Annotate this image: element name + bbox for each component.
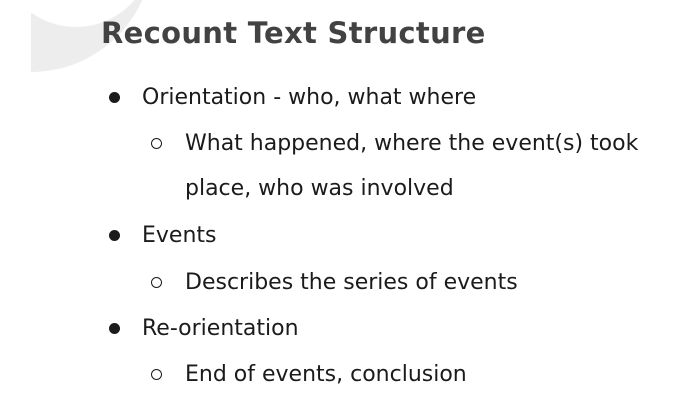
bullet-point-icon — [109, 230, 120, 241]
sub-bullet-icon — [151, 369, 162, 380]
bullet-point-icon — [109, 323, 120, 334]
sub-item-events: Describes the series of events — [185, 270, 518, 295]
sub-item-orientation-line2: place, who was involved — [185, 176, 454, 201]
sub-bullet-icon — [151, 138, 162, 149]
slide-title: Recount Text Structure — [101, 16, 486, 50]
sub-item-orientation-line1: What happened, where the event(s) took — [185, 131, 639, 156]
list-item-events: Events — [142, 223, 217, 248]
sub-bullet-icon — [151, 277, 162, 288]
list-item-orientation: Orientation - who, what where — [142, 85, 477, 110]
sub-item-reorientation: End of events, conclusion — [185, 362, 467, 387]
bullet-point-icon — [109, 92, 120, 103]
list-item-reorientation: Re-orientation — [142, 316, 299, 341]
